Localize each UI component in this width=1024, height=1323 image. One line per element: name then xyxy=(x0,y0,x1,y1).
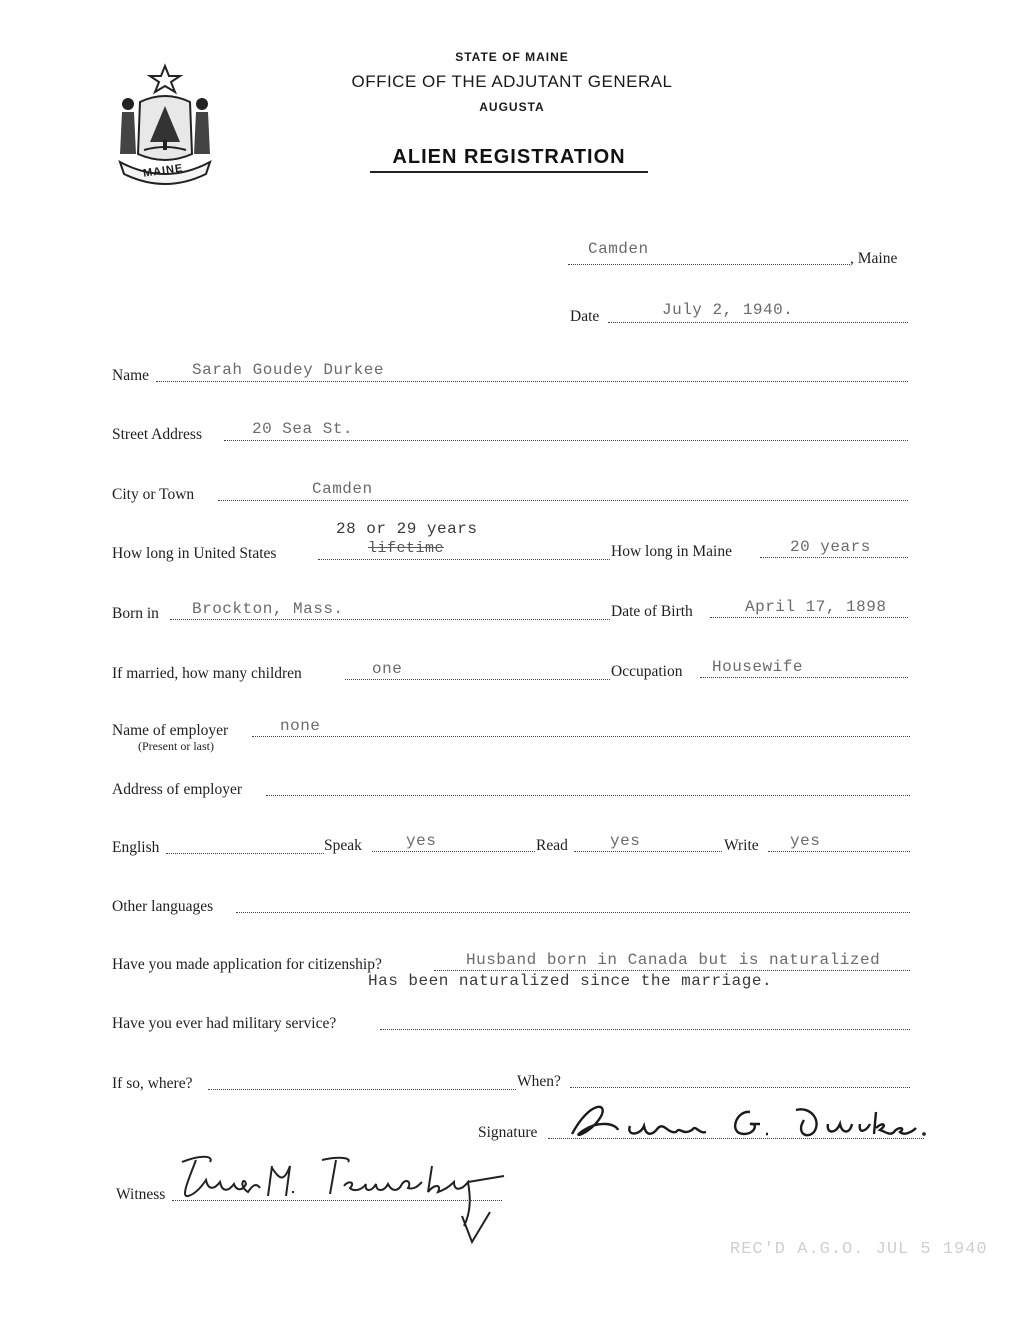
where-label: If so, where? xyxy=(112,1075,193,1092)
date-line xyxy=(608,322,908,323)
name-line xyxy=(156,381,908,382)
speak-line xyxy=(372,851,535,852)
occupation-line xyxy=(700,677,908,678)
city-label: City or Town xyxy=(112,486,195,503)
city-heading: AUGUSTA xyxy=(479,100,545,114)
location-suffix: , Maine xyxy=(850,250,898,267)
children-line xyxy=(345,679,610,680)
born-in-value: Brockton, Mass. xyxy=(192,600,344,618)
us-duration-label: How long in United States xyxy=(112,545,277,562)
born-in-line xyxy=(170,619,610,620)
dob-value: April 17, 1898 xyxy=(745,598,887,616)
children-value: one xyxy=(372,660,403,678)
us-duration-struck: lifetime xyxy=(368,540,445,557)
other-languages-line xyxy=(236,912,910,913)
occupation-value: Housewife xyxy=(712,658,803,676)
occupation-label: Occupation xyxy=(611,663,683,680)
employer-sublabel: (Present or last) xyxy=(138,739,214,753)
employer-label: Name of employer xyxy=(112,722,229,739)
witness-line xyxy=(172,1200,502,1201)
city-line xyxy=(218,500,908,501)
citizenship-label: Have you made application for citizenship? xyxy=(112,956,382,973)
witness-label: Witness xyxy=(116,1186,166,1203)
date-label: Date xyxy=(570,308,600,325)
english-label: English xyxy=(112,839,160,856)
dob-line xyxy=(710,617,908,618)
street-line xyxy=(224,440,908,441)
seal-banner-text: MAINE xyxy=(142,162,185,180)
employer-value: none xyxy=(280,717,321,735)
signature-label: Signature xyxy=(478,1124,538,1141)
office-heading: OFFICE OF THE ADJUTANT GENERAL xyxy=(351,72,673,91)
state-heading: STATE OF MAINE xyxy=(455,50,569,64)
us-duration-value: 28 or 29 years xyxy=(336,520,478,538)
employer-address-line xyxy=(266,795,910,796)
military-line xyxy=(380,1029,910,1030)
military-label: Have you ever had military service? xyxy=(112,1015,337,1032)
speak-label: Speak xyxy=(324,837,362,854)
write-line xyxy=(768,851,910,852)
date-value: July 2, 1940. xyxy=(662,301,794,319)
write-label: Write xyxy=(724,837,759,854)
location-value: Camden xyxy=(588,240,649,258)
read-line xyxy=(574,851,722,852)
dob-label: Date of Birth xyxy=(611,603,693,620)
citizenship-line xyxy=(434,970,910,971)
maine-duration-line xyxy=(760,557,908,558)
write-value: yes xyxy=(790,832,821,850)
read-label: Read xyxy=(536,837,568,854)
speak-value: yes xyxy=(406,832,437,850)
location-line xyxy=(568,264,850,265)
english-line xyxy=(166,853,324,854)
read-value: yes xyxy=(610,832,641,850)
when-line xyxy=(570,1087,910,1088)
name-label: Name xyxy=(112,367,150,384)
maine-duration-value: 20 years xyxy=(790,538,871,556)
born-in-label: Born in xyxy=(112,605,159,622)
where-line xyxy=(208,1089,516,1090)
when-label: When? xyxy=(517,1073,561,1090)
employer-address-label: Address of employer xyxy=(112,781,242,798)
witness-signature xyxy=(172,1146,532,1246)
citizenship-line1: Husband born in Canada but is naturalized xyxy=(466,951,881,969)
other-languages-label: Other languages xyxy=(112,898,214,915)
name-value: Sarah Goudey Durkee xyxy=(192,361,384,379)
street-value: 20 Sea St. xyxy=(252,420,354,438)
street-label: Street Address xyxy=(112,426,202,443)
form-title: ALIEN REGISTRATION xyxy=(370,146,648,173)
children-label: If married, how many children xyxy=(112,665,302,682)
city-value: Camden xyxy=(312,480,373,498)
citizenship-line2: Has been naturalized since the marriage. xyxy=(368,972,773,990)
us-duration-line xyxy=(318,559,610,560)
employer-line xyxy=(252,736,910,737)
maine-duration-label: How long in Maine xyxy=(611,543,732,560)
received-stamp: REC'D A.G.O. JUL 5 1940 xyxy=(730,1240,988,1259)
applicant-signature xyxy=(560,1090,930,1150)
